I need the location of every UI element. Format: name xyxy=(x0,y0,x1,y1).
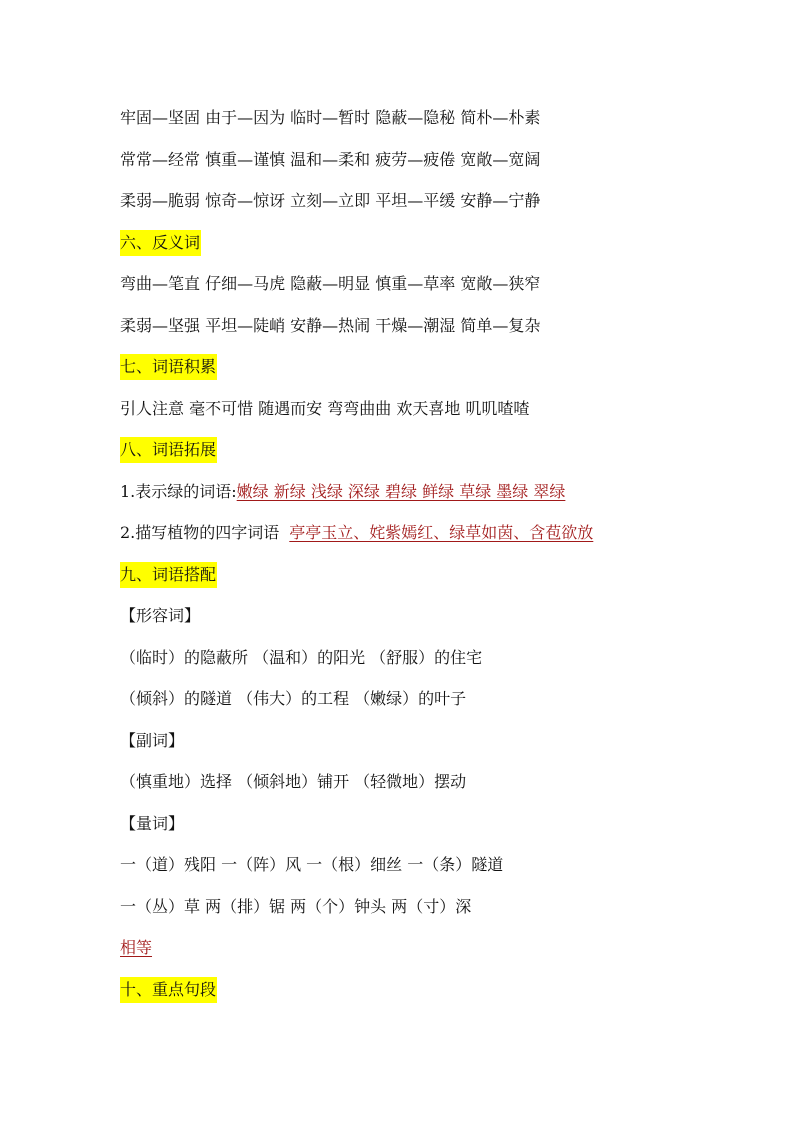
vocab-row: 引人注意 毫不可惜 随遇而安 弯弯曲曲 欢天喜地 叽叽喳喳 xyxy=(120,398,530,418)
collocation-row: （慎重地）选择 （倾斜地）铺开 （轻微地）摆动 xyxy=(120,772,467,791)
antonym-row: 柔弱—坚强 平坦—陡峭 安静—热闹 干燥—潮湿 简单—复杂 xyxy=(120,315,541,335)
extra-answer: 相等 xyxy=(120,938,153,957)
expansion-answer: 嫩绿 新绿 浅绿 深绿 碧绿 鲜绿 草绿 墨绿 翠绿 xyxy=(236,481,566,501)
expansion-label: 2.描写植物的四字词语 xyxy=(120,523,280,542)
synonym-row: 柔弱—脆弱 惊奇—惊讶 立刻—立即 平坦—平缓 安静—宁静 xyxy=(120,191,541,210)
section-heading-expansion: 八、词语拓展 xyxy=(120,437,217,463)
expansion-answer: 亭亭玉立、姹紫嫣红、绿草如茵、含苞欲放 xyxy=(289,523,594,542)
section-heading-key-sentences: 十、重点句段 xyxy=(120,977,217,1003)
synonym-row: 常常—经常 慎重—谨慎 温和—柔和 疲劳—疲倦 宽敞—宽阔 xyxy=(120,149,541,169)
subheading-adjective: 【形容词】 xyxy=(120,606,201,625)
collocation-row: 一（道）残阳 一（阵）风 一（根）细丝 一（条）隧道 xyxy=(120,855,504,874)
antonym-row: 弯曲—笔直 仔细—马虎 隐蔽—明显 慎重—草率 宽敞—狭窄 xyxy=(120,274,541,293)
document-page xyxy=(120,104,720,1017)
collocation-row: 一（丛）草 两（排）锯 两（个）钟头 两（寸）深 xyxy=(120,896,472,916)
section-heading-vocab: 七、词语积累 xyxy=(120,354,217,380)
collocation-row: （临时）的隐蔽所 （温和）的阳光 （舒服）的住宅 xyxy=(120,647,483,667)
section-heading-antonyms: 六、反义词 xyxy=(120,230,201,256)
expansion-item-plants xyxy=(120,519,720,561)
expansion-label: 1.表示绿的词语: xyxy=(120,481,237,501)
synonym-row: 牢固—坚固 由于—因为 临时—暂时 隐蔽—隐秘 简朴—朴素 xyxy=(120,108,541,127)
collocation-row: （倾斜）的隧道 （伟大）的工程 （嫩绿）的叶子 xyxy=(120,689,467,708)
section-heading-collocation: 九、词语搭配 xyxy=(120,562,217,588)
subheading-adverb: 【副词】 xyxy=(120,730,185,750)
subheading-measure: 【量词】 xyxy=(120,813,185,833)
expansion-item-green xyxy=(120,478,720,520)
